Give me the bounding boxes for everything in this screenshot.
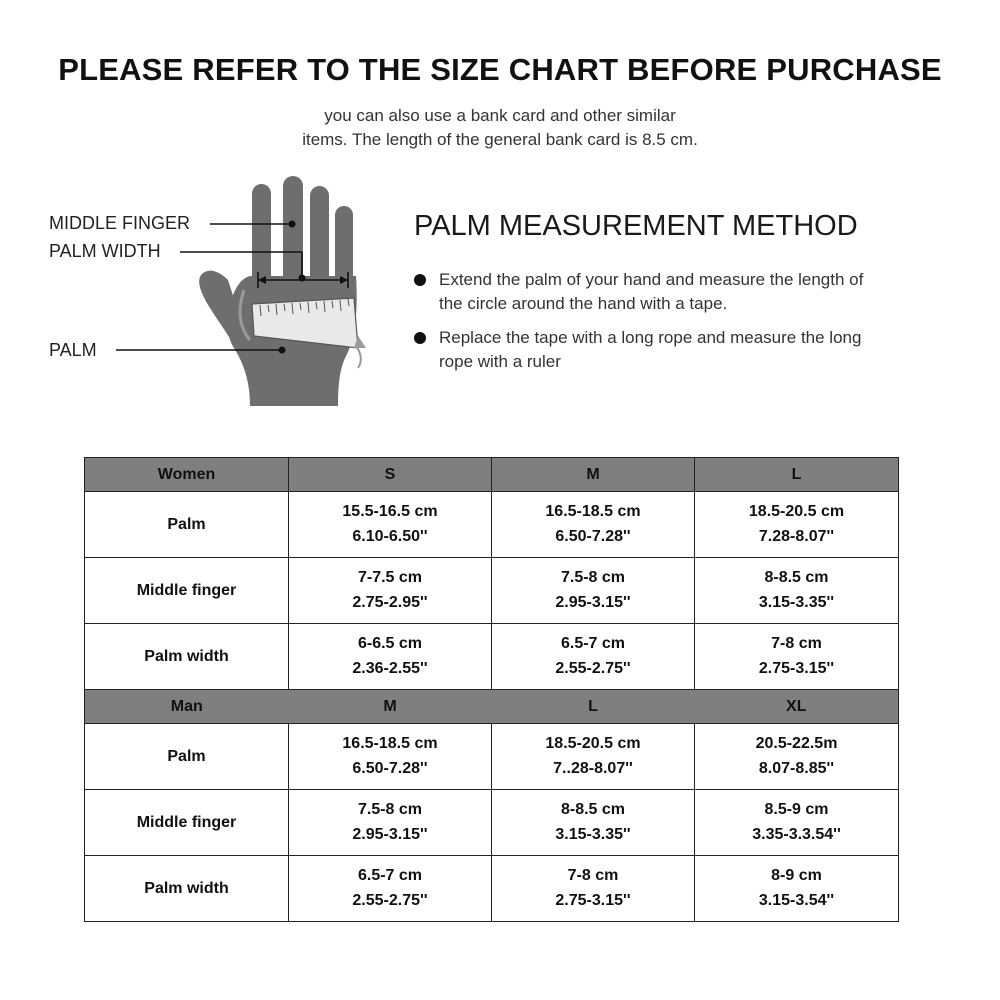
table-cell xyxy=(492,623,695,689)
cell-inch: 2.75-2.95'' xyxy=(352,594,428,612)
method-step-line: the circle around the hand with a tape. xyxy=(439,294,728,313)
cell-cm: 8-8.5 cm xyxy=(560,801,626,819)
cell-cm: 15.5-16.5 cm xyxy=(342,503,438,521)
cell-inch: 7.28-8.07'' xyxy=(758,528,835,546)
table-cell xyxy=(289,491,492,557)
table-row xyxy=(85,723,899,789)
table-header-cell: Man xyxy=(85,689,289,723)
table-header-cell: S xyxy=(289,458,492,492)
cell-cm: 6.5-7 cm xyxy=(357,867,423,885)
table-cell xyxy=(695,557,899,623)
table-cell xyxy=(492,855,695,921)
method-step-line: rope with a ruler xyxy=(439,352,561,371)
method-steps xyxy=(412,268,972,384)
table-cell xyxy=(492,557,695,623)
cell-inch: 2.55-2.75'' xyxy=(352,892,428,910)
method-step-line: Replace the tape with a long rope and measure the long xyxy=(439,328,862,347)
method-title: PALM MEASUREMENT METHOD xyxy=(414,210,858,242)
table-cell xyxy=(492,723,695,789)
size-table xyxy=(84,457,899,922)
cell-inch: 6.10-6.50'' xyxy=(352,528,428,546)
cell-cm: 6.5-7 cm xyxy=(560,635,626,653)
row-label: Palm xyxy=(85,491,289,557)
cell-cm: 7-8 cm xyxy=(567,867,619,885)
cell-inch: 3.15-3.54'' xyxy=(758,892,835,910)
table-header-cell: XL xyxy=(695,689,899,723)
cell-cm: 8-8.5 cm xyxy=(764,569,829,587)
cell-cm: 7-8 cm xyxy=(771,635,822,653)
method-step-line: Extend the palm of your hand and measure the length of xyxy=(439,270,864,289)
table-cell xyxy=(695,789,899,855)
row-label: Middle finger xyxy=(85,557,289,623)
row-label: Palm width xyxy=(85,623,289,689)
cell-inch: 2.36-2.55'' xyxy=(352,660,428,678)
row-label: Middle finger xyxy=(85,789,289,855)
cell-cm: 8.5-9 cm xyxy=(764,801,829,819)
cell-inch: 3.35-3.3.54'' xyxy=(752,826,841,844)
table-header-cell: M xyxy=(492,458,695,492)
table-header-cell: L xyxy=(695,458,899,492)
cell-inch: 6.50-7.28'' xyxy=(555,528,631,546)
cell-cm: 6-6.5 cm xyxy=(357,635,423,653)
table-cell xyxy=(695,491,899,557)
table-row xyxy=(85,855,899,921)
cell-inch: 8.07-8.85'' xyxy=(758,760,835,778)
method-step xyxy=(412,326,972,374)
subtitle xyxy=(0,104,1000,152)
table-cell xyxy=(492,789,695,855)
table-cell xyxy=(289,789,492,855)
cell-inch: 2.75-3.15'' xyxy=(555,892,631,910)
cell-cm: 20.5-22.5m xyxy=(755,735,838,753)
table-cell xyxy=(695,723,899,789)
row-label: Palm xyxy=(85,723,289,789)
table-cell xyxy=(289,723,492,789)
cell-cm: 18.5-20.5 cm xyxy=(545,735,641,753)
bullet-icon xyxy=(414,274,426,286)
cell-cm: 8-9 cm xyxy=(771,867,822,885)
cell-inch: 2.95-3.15'' xyxy=(352,826,428,844)
palm-label: PALM xyxy=(49,340,97,360)
page-title: PLEASE REFER TO THE SIZE CHART BEFORE PURCHASE xyxy=(58,52,942,87)
subtitle-line-2: items. The length of the general bank card is 8.5 cm. xyxy=(302,130,698,149)
hand-illustration xyxy=(40,168,380,413)
table-cell xyxy=(289,557,492,623)
cell-inch: 3.15-3.35'' xyxy=(758,594,835,612)
table-cell xyxy=(695,855,899,921)
table-row xyxy=(85,491,899,557)
cell-inch: 2.95-3.15'' xyxy=(555,594,631,612)
cell-cm: 18.5-20.5 cm xyxy=(748,503,845,521)
method-step xyxy=(412,268,972,316)
table-header-cell: L xyxy=(492,689,695,723)
cell-cm: 7-7.5 cm xyxy=(357,569,423,587)
table-cell xyxy=(695,623,899,689)
cell-inch: 3.15-3.35'' xyxy=(555,826,631,844)
table-cell xyxy=(492,491,695,557)
row-label: Palm width xyxy=(85,855,289,921)
cell-inch: 2.75-3.15'' xyxy=(758,660,835,678)
cell-inch: 2.55-2.75'' xyxy=(555,660,631,678)
palm-width-label: PALM WIDTH xyxy=(49,241,161,261)
table-header-cell: Women xyxy=(85,458,289,492)
subtitle-line-1: you can also use a bank card and other similar xyxy=(324,106,676,125)
cell-cm: 7.5-8 cm xyxy=(560,569,626,587)
bullet-icon xyxy=(414,332,426,344)
cell-cm: 16.5-18.5 cm xyxy=(342,735,438,753)
cell-inch: 7..28-8.07'' xyxy=(553,760,633,778)
table-cell xyxy=(289,855,492,921)
hand-icon xyxy=(40,168,380,413)
man-header-row xyxy=(85,689,899,723)
table-header-cell: M xyxy=(289,689,492,723)
women-header-row xyxy=(85,458,899,492)
cell-cm: 7.5-8 cm xyxy=(357,801,423,819)
table-cell xyxy=(289,623,492,689)
table-row xyxy=(85,557,899,623)
table-row xyxy=(85,789,899,855)
table-row xyxy=(85,623,899,689)
cell-inch: 6.50-7.28'' xyxy=(352,760,428,778)
middle-finger-label: MIDDLE FINGER xyxy=(49,213,191,233)
cell-cm: 16.5-18.5 cm xyxy=(545,503,641,521)
